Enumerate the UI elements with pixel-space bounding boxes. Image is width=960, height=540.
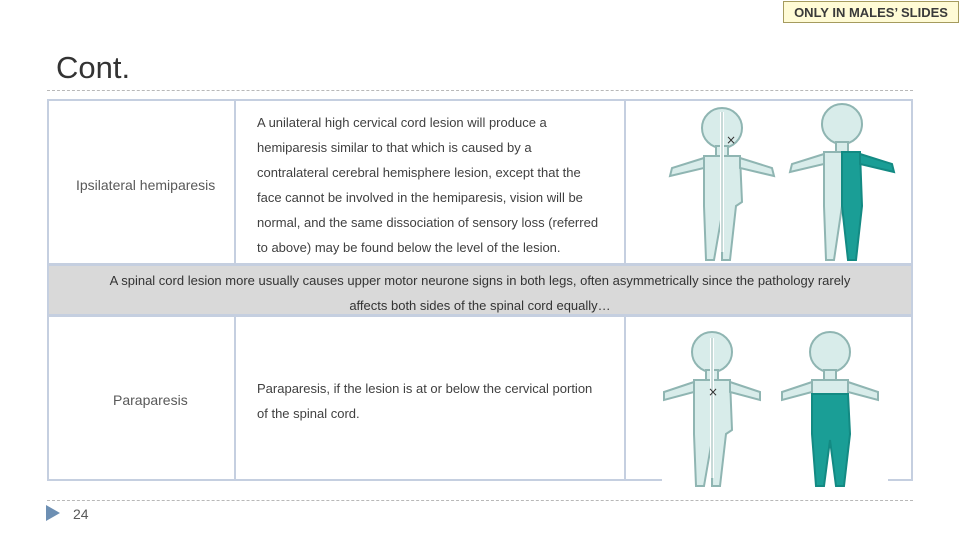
hemiparesis-diagram — [664, 102, 912, 262]
paraparesis-line: Paraparesis, if the lesion is at or below the cervical portion — [257, 381, 593, 396]
hemiparesis-line: normal, and the same dissociation of sensory loss (referred — [257, 215, 599, 230]
footer-arrow-icon — [46, 505, 60, 521]
hemiparesis-line: contralateral cerebral hemisphere lesion, except that the — [257, 165, 581, 180]
lesion-mark: × — [708, 385, 719, 399]
top-divider — [47, 90, 913, 91]
summary-line: A spinal cord lesion more usually causes upper motor neurone signs in both legs, often asymmetrically since the pathology rarely — [109, 273, 851, 288]
summary-line: affects both sides of the spinal cord equally… — [349, 298, 611, 313]
slide-title: Cont. — [56, 50, 131, 85]
bottom-divider — [47, 500, 913, 501]
hemiparesis-line: hemiparesis similar to that which is caused by a — [257, 140, 532, 155]
cord-figure — [670, 108, 774, 260]
hemiparesis-description — [257, 110, 625, 260]
affected-figure — [790, 104, 894, 260]
lesion-mark: × — [726, 133, 737, 147]
hemiparesis-line: A unilateral high cervical cord lesion will produce a — [257, 115, 547, 130]
paraparesis-description — [257, 376, 625, 426]
paraparesis-line: of the spinal cord. — [257, 406, 360, 421]
paraparesis-diagram — [662, 330, 888, 490]
summary-text — [60, 268, 900, 318]
paraparesis-label: Paraparesis — [113, 392, 188, 408]
males-slides-badge: ONLY IN MALES’ SLIDES — [783, 1, 959, 23]
hemiparesis-label: Ipsilateral hemiparesis — [76, 177, 216, 193]
hemiparesis-line: face cannot be involved in the hemiparesis, vision will be — [257, 190, 583, 205]
hemiparesis-line: to above) may be found below the level of the lesion. — [257, 240, 561, 255]
page-number: 24 — [73, 506, 89, 522]
